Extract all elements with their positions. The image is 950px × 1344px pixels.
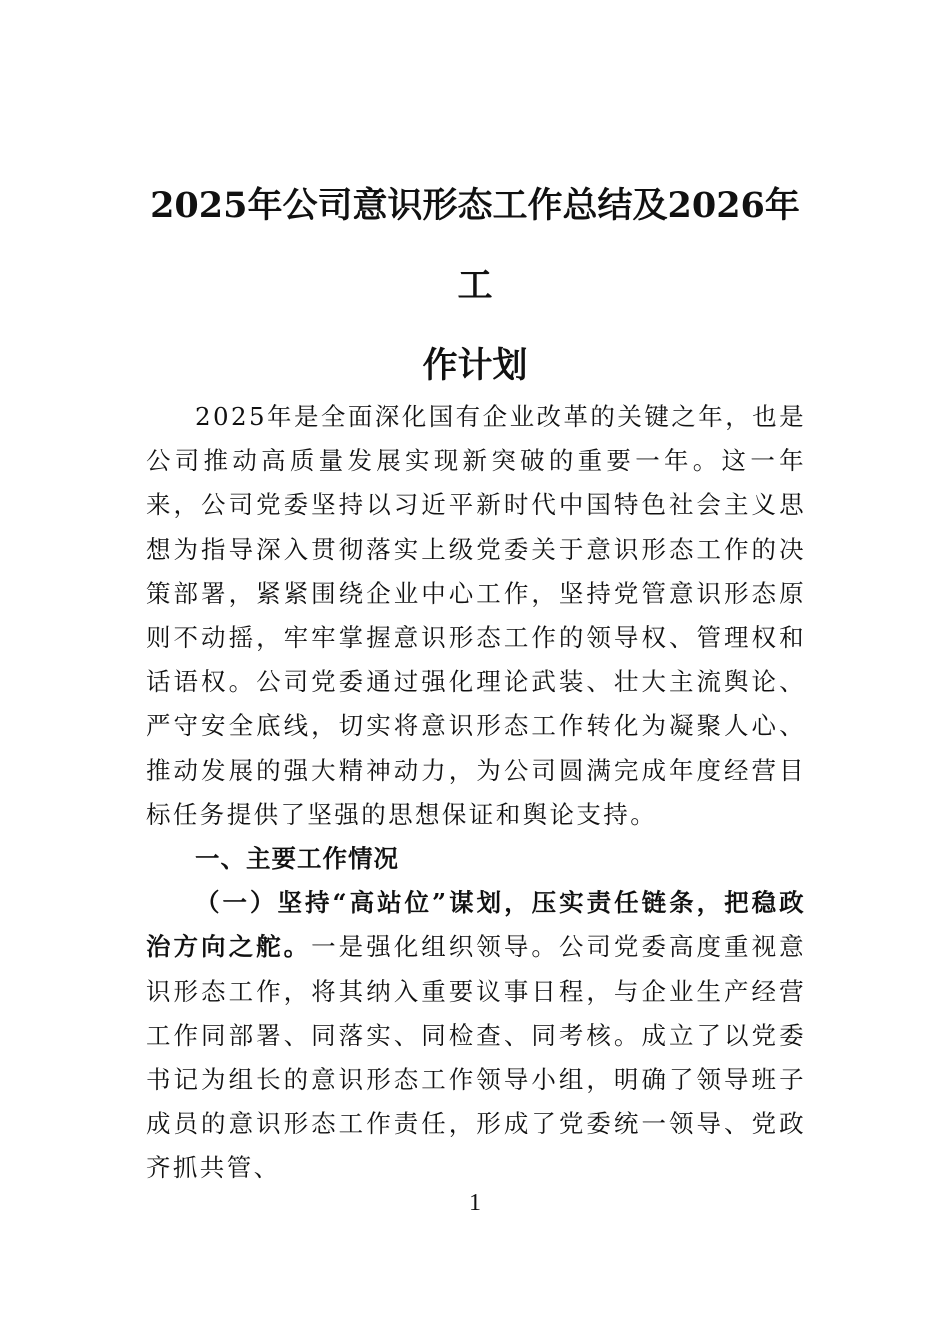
page-number: 1 [469,1190,481,1216]
subsection-paragraph-1 [146,881,806,1190]
subsection-heading-1: （一）坚持“高站位”谋划，压实责任链条，把稳政治方向之舵。 [146,888,806,962]
title-line-1: 2025年公司意识形态工作总结及2026年工 [150,185,800,306]
section-heading-1: 一、主要工作情况 [195,844,399,874]
subsection-body-1: 一是强化组织领导。公司党委高度重视意识形态工作，将其纳入重要议事日程，与企业生产经营工作同部署、同落实、同检查、同考核。成立了以党委书记为组长的意识形态工作领导小组，明确了领导班子成员的意识形态工作责任，形成了党委统一领导、党政齐抓共管、 [146,932,806,1183]
intro-paragraph: 2025年是全面深化国有企业改革的关键之年，也是公司推动高质量发展实现新突破的重要一年。这一年来，公司党委坚持以习近平新时代中国特色社会主义思想为指导深入贯彻落实上级党委关于意识形态工作的决策部署，紧紧围绕企业中心工作，坚持党管意识形态原则不动摇，牢牢掌握意识形态工作的领导权、管理权和话语权。公司党委通过强化理论武装、壮大主流舆论、严守安全底线，切实将意识形态工作转化为凝聚人心、推动发展的强大精神动力，为公司圆满完成年度经营目标任务提供了坚强的思想保证和舆论支持。 [146,402,806,829]
title-line-2: 作计划 [422,345,528,386]
document-title [140,166,810,406]
document-body [146,395,806,1191]
